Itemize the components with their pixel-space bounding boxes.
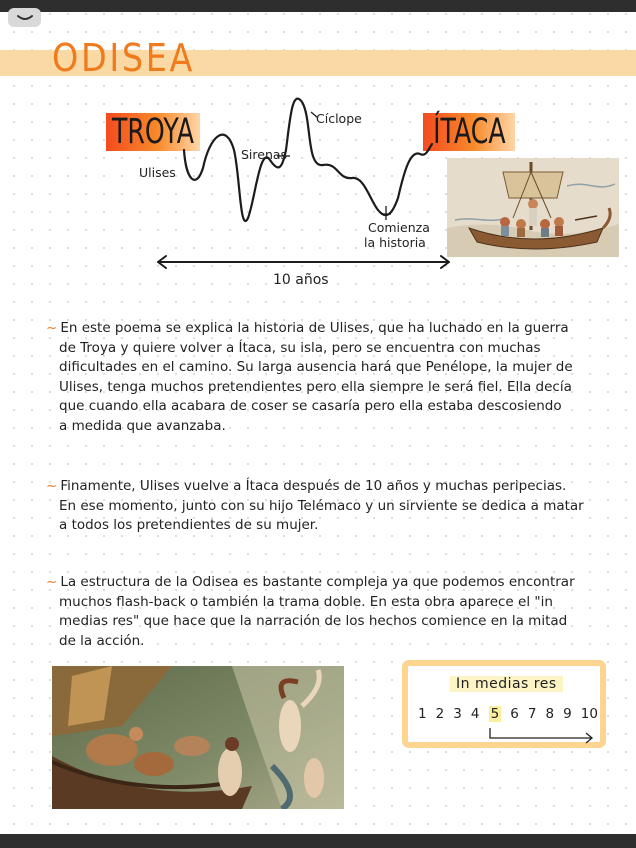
page-title: ODISEA xyxy=(52,36,196,80)
timeline-number: 1 xyxy=(418,706,427,722)
paragraph-return: ~ Finamente, Ulises vuelve a Ítaca después de 10 años y muchas peripecias. En ese momento, junto con su hijo Telémaco y un sirviente se dedica a matar a todos los pretendientes de su mujer. xyxy=(46,478,584,533)
label-troya: TROYA xyxy=(106,113,200,151)
paragraph-story: ~ En este poema se explica la historia de Ulises, que ha luchado en la guerra de Troya y quiere volver a Ítaca, su isla, pero se encuentra con muchas dificultades en el camino. Su larga ausencia hará que Penélope, la mujer de Ulises, tenga muchos pretendientes pero ella siempre le será fiel. Ella decía que cuando ella acabara de coser se casaría pero ella estaba descosiendo a medida que avanzaba. xyxy=(46,320,573,434)
timeline-number: 6 xyxy=(510,706,519,722)
timeline-number: 7 xyxy=(527,706,537,722)
point-comienza: Comienza xyxy=(368,220,430,235)
duration-label: 10 años xyxy=(273,272,329,288)
start-arrow xyxy=(488,726,598,744)
in-medias-res-box xyxy=(402,660,606,748)
label-itaca: ÍTACA xyxy=(423,113,515,151)
ulysses-ship-mosaic-image xyxy=(447,158,619,257)
in-medias-res-title: In medias res xyxy=(450,676,563,692)
timeline-number: 2 xyxy=(435,706,445,722)
timeline-numbers xyxy=(418,706,598,722)
point-historia: la historia xyxy=(364,235,426,250)
timeline-number: 8 xyxy=(545,706,555,722)
journey-curve xyxy=(184,99,432,221)
point-sirenas: Sirenas xyxy=(241,147,288,162)
timeline-number: 3 xyxy=(453,706,462,722)
paragraph-structure: ~ La estructura de la Odisea es bastante compleja ya que podemos encontrar muchos flash-back o también la trama doble. En esta obra aparece el "in medias res" que hace que la narración de los hechos comience en la mitad de la acción. xyxy=(46,574,575,649)
timeline-number: 9 xyxy=(563,706,572,722)
point-ulises: Ulises xyxy=(139,165,176,180)
timeline-number-highlighted: 5 xyxy=(490,706,500,722)
bottom-bar xyxy=(0,834,636,848)
duration-arrow xyxy=(158,256,449,268)
timeline-number: 4 xyxy=(470,706,480,722)
ulysses-sirens-painting-image xyxy=(52,666,344,809)
timeline-number: 10 xyxy=(580,706,598,722)
point-ciclope: Cíclope xyxy=(316,111,362,126)
